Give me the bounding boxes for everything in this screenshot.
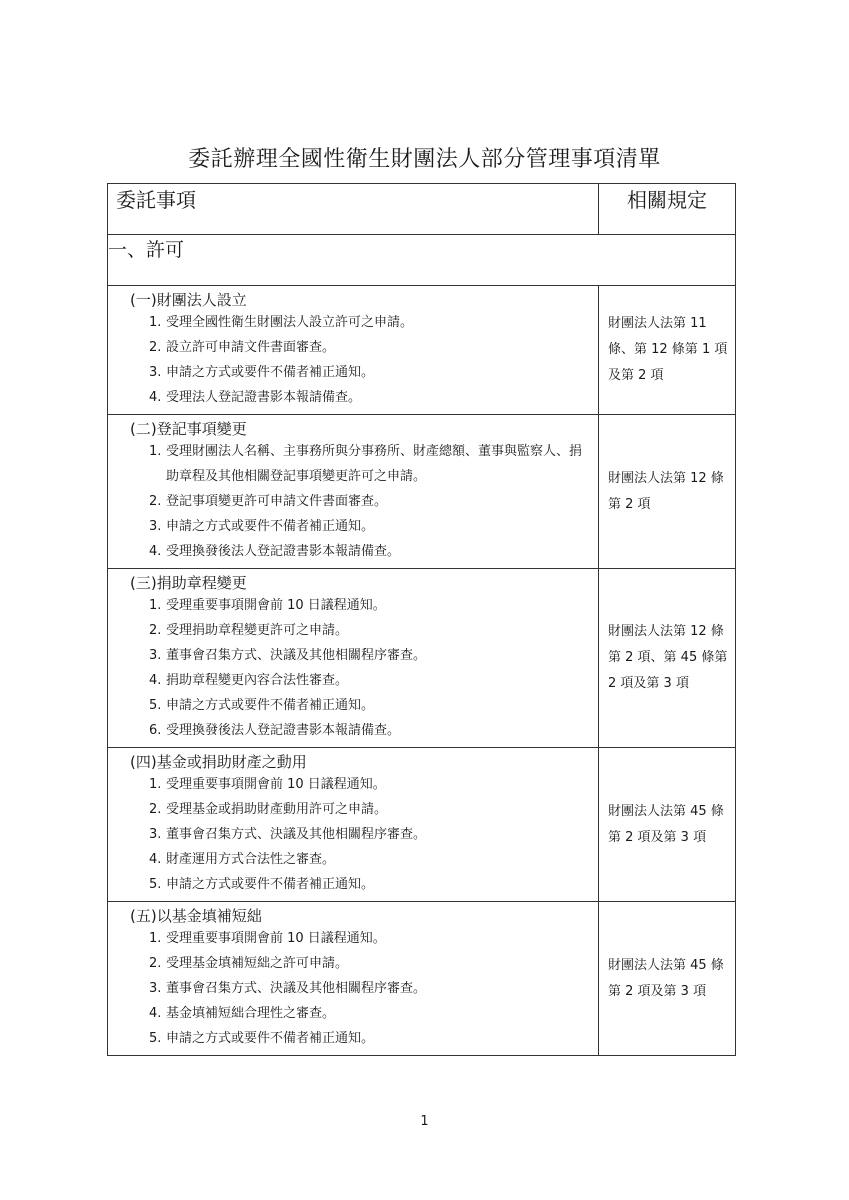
table-row bbox=[108, 748, 736, 902]
list-text: 捐助章程變更內容合法性審查。 bbox=[166, 673, 349, 688]
list-number: 2. bbox=[149, 802, 162, 817]
law-text: 財團法人法第 11 條、第 12 條第 1 項及第 2 項 bbox=[608, 316, 728, 383]
list-text: 受理重要事項開會前 10 日議程通知。 bbox=[166, 931, 386, 946]
law-cell bbox=[599, 569, 736, 748]
list-item bbox=[108, 693, 598, 718]
item-title: (二)登記事項變更 bbox=[130, 420, 247, 438]
list-number: 6. bbox=[149, 723, 162, 738]
list-number: 2. bbox=[149, 494, 162, 509]
list-text: 董事會召集方式、決議及其他相關程序審查。 bbox=[166, 827, 427, 842]
sub-item-list bbox=[108, 772, 598, 901]
list-item bbox=[108, 822, 598, 847]
list-item bbox=[108, 926, 598, 951]
list-item bbox=[108, 797, 598, 822]
list-text: 基金填補短絀合理性之審查。 bbox=[166, 1006, 336, 1021]
list-number: 2. bbox=[149, 340, 162, 355]
list-text: 董事會召集方式、決議及其他相關程序審查。 bbox=[166, 648, 427, 663]
list-item bbox=[108, 772, 598, 797]
list-text: 受理捐助章程變更許可之申請。 bbox=[166, 623, 349, 638]
item-cell bbox=[108, 415, 599, 569]
list-item bbox=[108, 1001, 598, 1026]
law-cell bbox=[599, 286, 736, 415]
page-number: 1 bbox=[420, 1114, 429, 1129]
list-number: 4. bbox=[149, 673, 162, 688]
list-text: 受理重要事項開會前 10 日議程通知。 bbox=[166, 777, 386, 792]
list-text: 受理法人登記證書影本報請備查。 bbox=[166, 390, 362, 405]
list-item bbox=[108, 310, 598, 335]
law-cell bbox=[599, 902, 736, 1056]
list-text: 受理重要事項開會前 10 日議程通知。 bbox=[166, 598, 386, 613]
item-title: (四)基金或捐助財產之動用 bbox=[130, 753, 307, 771]
list-number: 4. bbox=[149, 390, 162, 405]
law-text: 財團法人法第 12 條第 2 項 bbox=[608, 470, 724, 512]
list-item bbox=[108, 1026, 598, 1051]
list-number: 3. bbox=[149, 519, 162, 534]
list-text: 申請之方式或要件不備者補正通知。 bbox=[166, 877, 375, 892]
list-text: 申請之方式或要件不備者補正通知。 bbox=[166, 698, 375, 713]
law-cell bbox=[599, 415, 736, 569]
list-text: 受理全國性衛生財團法人設立許可之申請。 bbox=[166, 315, 414, 330]
delegation-table bbox=[107, 183, 736, 1056]
law-text: 財團法人法第 12 條第 2 項、第 45 條第 2 項及第 3 項 bbox=[608, 624, 728, 691]
list-item bbox=[108, 360, 598, 385]
list-text: 設立許可申請文件書面審查。 bbox=[166, 340, 336, 355]
list-number: 4. bbox=[149, 852, 162, 867]
item-title: (三)捐助章程變更 bbox=[130, 574, 247, 592]
list-item bbox=[108, 668, 598, 693]
sub-item-list bbox=[108, 310, 598, 414]
list-number: 1. bbox=[149, 315, 162, 330]
list-item bbox=[108, 718, 598, 743]
list-text: 財產運用方式合法性之審查。 bbox=[166, 852, 336, 867]
list-text: 申請之方式或要件不備者補正通知。 bbox=[166, 365, 375, 380]
sub-item-list bbox=[108, 439, 598, 568]
list-item bbox=[108, 618, 598, 643]
list-number: 5. bbox=[149, 877, 162, 892]
list-item bbox=[108, 951, 598, 976]
sub-item-list bbox=[108, 593, 598, 747]
list-number: 3. bbox=[149, 981, 162, 996]
law-cell bbox=[599, 748, 736, 902]
list-number: 1. bbox=[149, 777, 162, 792]
table-row bbox=[108, 286, 736, 415]
list-text: 受理基金或捐助財產動用許可之申請。 bbox=[166, 802, 388, 817]
list-text: 受理換發後法人登記證書影本報請備查。 bbox=[166, 723, 401, 738]
list-number: 5. bbox=[149, 698, 162, 713]
law-text: 財團法人法第 45 條第 2 項及第 3 項 bbox=[608, 957, 724, 999]
table-row bbox=[108, 902, 736, 1056]
table-row bbox=[108, 569, 736, 748]
item-cell bbox=[108, 569, 599, 748]
list-text: 受理財團法人名稱、主事務所與分事務所、財產總額、董事與監察人、捐助章程及其他相關登記事項變更許可之申請。 bbox=[166, 444, 583, 484]
list-item bbox=[108, 514, 598, 539]
list-item bbox=[108, 976, 598, 1001]
section-row bbox=[108, 235, 736, 286]
list-number: 1. bbox=[149, 598, 162, 613]
list-number: 1. bbox=[149, 444, 162, 459]
table-header-row bbox=[108, 184, 736, 235]
list-item bbox=[108, 489, 598, 514]
item-cell bbox=[108, 748, 599, 902]
list-number: 2. bbox=[149, 956, 162, 971]
item-cell bbox=[108, 902, 599, 1056]
list-number: 4. bbox=[149, 544, 162, 559]
law-text: 財團法人法第 45 條第 2 項及第 3 項 bbox=[608, 803, 724, 845]
list-number: 2. bbox=[149, 623, 162, 638]
list-item bbox=[108, 335, 598, 360]
list-item bbox=[108, 539, 598, 564]
list-number: 3. bbox=[149, 827, 162, 842]
list-item bbox=[108, 439, 598, 489]
list-item bbox=[108, 385, 598, 410]
list-item bbox=[108, 847, 598, 872]
item-title: (五)以基金填補短絀 bbox=[130, 907, 262, 925]
list-text: 登記事項變更許可申請文件書面審查。 bbox=[166, 494, 388, 509]
list-text: 受理基金填補短絀之許可申請。 bbox=[166, 956, 349, 971]
list-text: 申請之方式或要件不備者補正通知。 bbox=[166, 1031, 375, 1046]
list-number: 4. bbox=[149, 1006, 162, 1021]
list-item bbox=[108, 643, 598, 668]
list-item bbox=[108, 872, 598, 897]
sub-item-list bbox=[108, 926, 598, 1055]
document-title: 委託辦理全國性衛生財團法人部分管理事項清單 bbox=[188, 147, 661, 172]
list-text: 申請之方式或要件不備者補正通知。 bbox=[166, 519, 375, 534]
list-text: 董事會召集方式、決議及其他相關程序審查。 bbox=[166, 981, 427, 996]
header-delegated-items: 委託事項 bbox=[108, 184, 599, 235]
table-row bbox=[108, 415, 736, 569]
section-label: 一、許可 bbox=[108, 235, 736, 286]
list-number: 1. bbox=[149, 931, 162, 946]
item-cell bbox=[108, 286, 599, 415]
list-number: 3. bbox=[149, 365, 162, 380]
item-title: (一)財團法人設立 bbox=[130, 291, 247, 309]
header-related-regulations: 相關規定 bbox=[599, 184, 736, 235]
list-text: 受理換發後法人登記證書影本報請備查。 bbox=[166, 544, 401, 559]
list-item bbox=[108, 593, 598, 618]
list-number: 5. bbox=[149, 1031, 162, 1046]
list-number: 3. bbox=[149, 648, 162, 663]
